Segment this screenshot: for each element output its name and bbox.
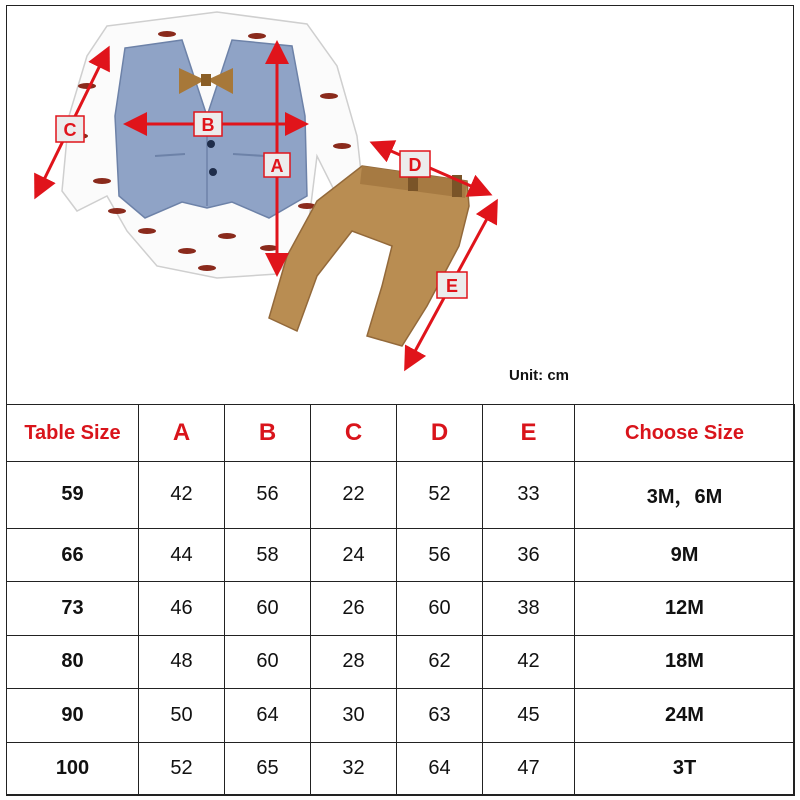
cell-choose-size: 3M，6M (575, 462, 795, 529)
cell-table-size: 73 (7, 582, 139, 635)
header-a: A (139, 405, 225, 462)
cell-e: 42 (483, 635, 575, 688)
cell-table-size: 59 (7, 462, 139, 529)
cell-table-size: 100 (7, 742, 139, 795)
cell-e: 45 (483, 689, 575, 742)
cell-d: 63 (397, 689, 483, 742)
label-b: B (201, 115, 215, 135)
size-table (6, 404, 795, 796)
cell-c: 30 (311, 689, 397, 742)
size-chart-frame (6, 5, 794, 795)
cell-c: 32 (311, 742, 397, 795)
cell-choose-size: 24M (575, 689, 795, 742)
table-row (7, 462, 795, 529)
table-row (7, 528, 795, 581)
header-c: C (311, 405, 397, 462)
header-b: B (225, 405, 311, 462)
cell-c: 24 (311, 528, 397, 581)
product-illustration (7, 6, 793, 404)
cell-d: 64 (397, 742, 483, 795)
header-table-size: Table Size (7, 405, 139, 462)
table-header-row (7, 405, 795, 462)
cell-choose-size: 9M (575, 528, 795, 581)
cell-e: 47 (483, 742, 575, 795)
cell-d: 62 (397, 635, 483, 688)
cell-choose-size: 18M (575, 635, 795, 688)
cell-b: 56 (225, 462, 311, 529)
cell-table-size: 66 (7, 528, 139, 581)
cell-a: 46 (139, 582, 225, 635)
cell-c: 22 (311, 462, 397, 529)
cell-e: 36 (483, 528, 575, 581)
cell-e: 38 (483, 582, 575, 635)
cell-a: 52 (139, 742, 225, 795)
header-d: D (397, 405, 483, 462)
cell-b: 60 (225, 635, 311, 688)
label-d: D (408, 155, 422, 175)
cell-table-size: 90 (7, 689, 139, 742)
cell-b: 64 (225, 689, 311, 742)
cell-b: 58 (225, 528, 311, 581)
table-row (7, 635, 795, 688)
cell-b: 60 (225, 582, 311, 635)
cell-d: 60 (397, 582, 483, 635)
cell-choose-size: 12M (575, 582, 795, 635)
unit-label: Unit: cm (509, 367, 569, 384)
cell-e: 33 (483, 462, 575, 529)
cell-c: 28 (311, 635, 397, 688)
cell-c: 26 (311, 582, 397, 635)
table-row (7, 742, 795, 795)
header-e: E (483, 405, 575, 462)
cell-d: 52 (397, 462, 483, 529)
cell-d: 56 (397, 528, 483, 581)
label-a: A (270, 156, 284, 176)
cell-table-size: 80 (7, 635, 139, 688)
cell-b: 65 (225, 742, 311, 795)
cell-a: 44 (139, 528, 225, 581)
cell-choose-size: 3T (575, 742, 795, 795)
header-choose-size: Choose Size (575, 405, 795, 462)
label-e: E (445, 276, 459, 296)
table-row (7, 582, 795, 635)
cell-a: 50 (139, 689, 225, 742)
cell-a: 48 (139, 635, 225, 688)
cell-a: 42 (139, 462, 225, 529)
table-row (7, 689, 795, 742)
label-c: C (63, 120, 77, 140)
